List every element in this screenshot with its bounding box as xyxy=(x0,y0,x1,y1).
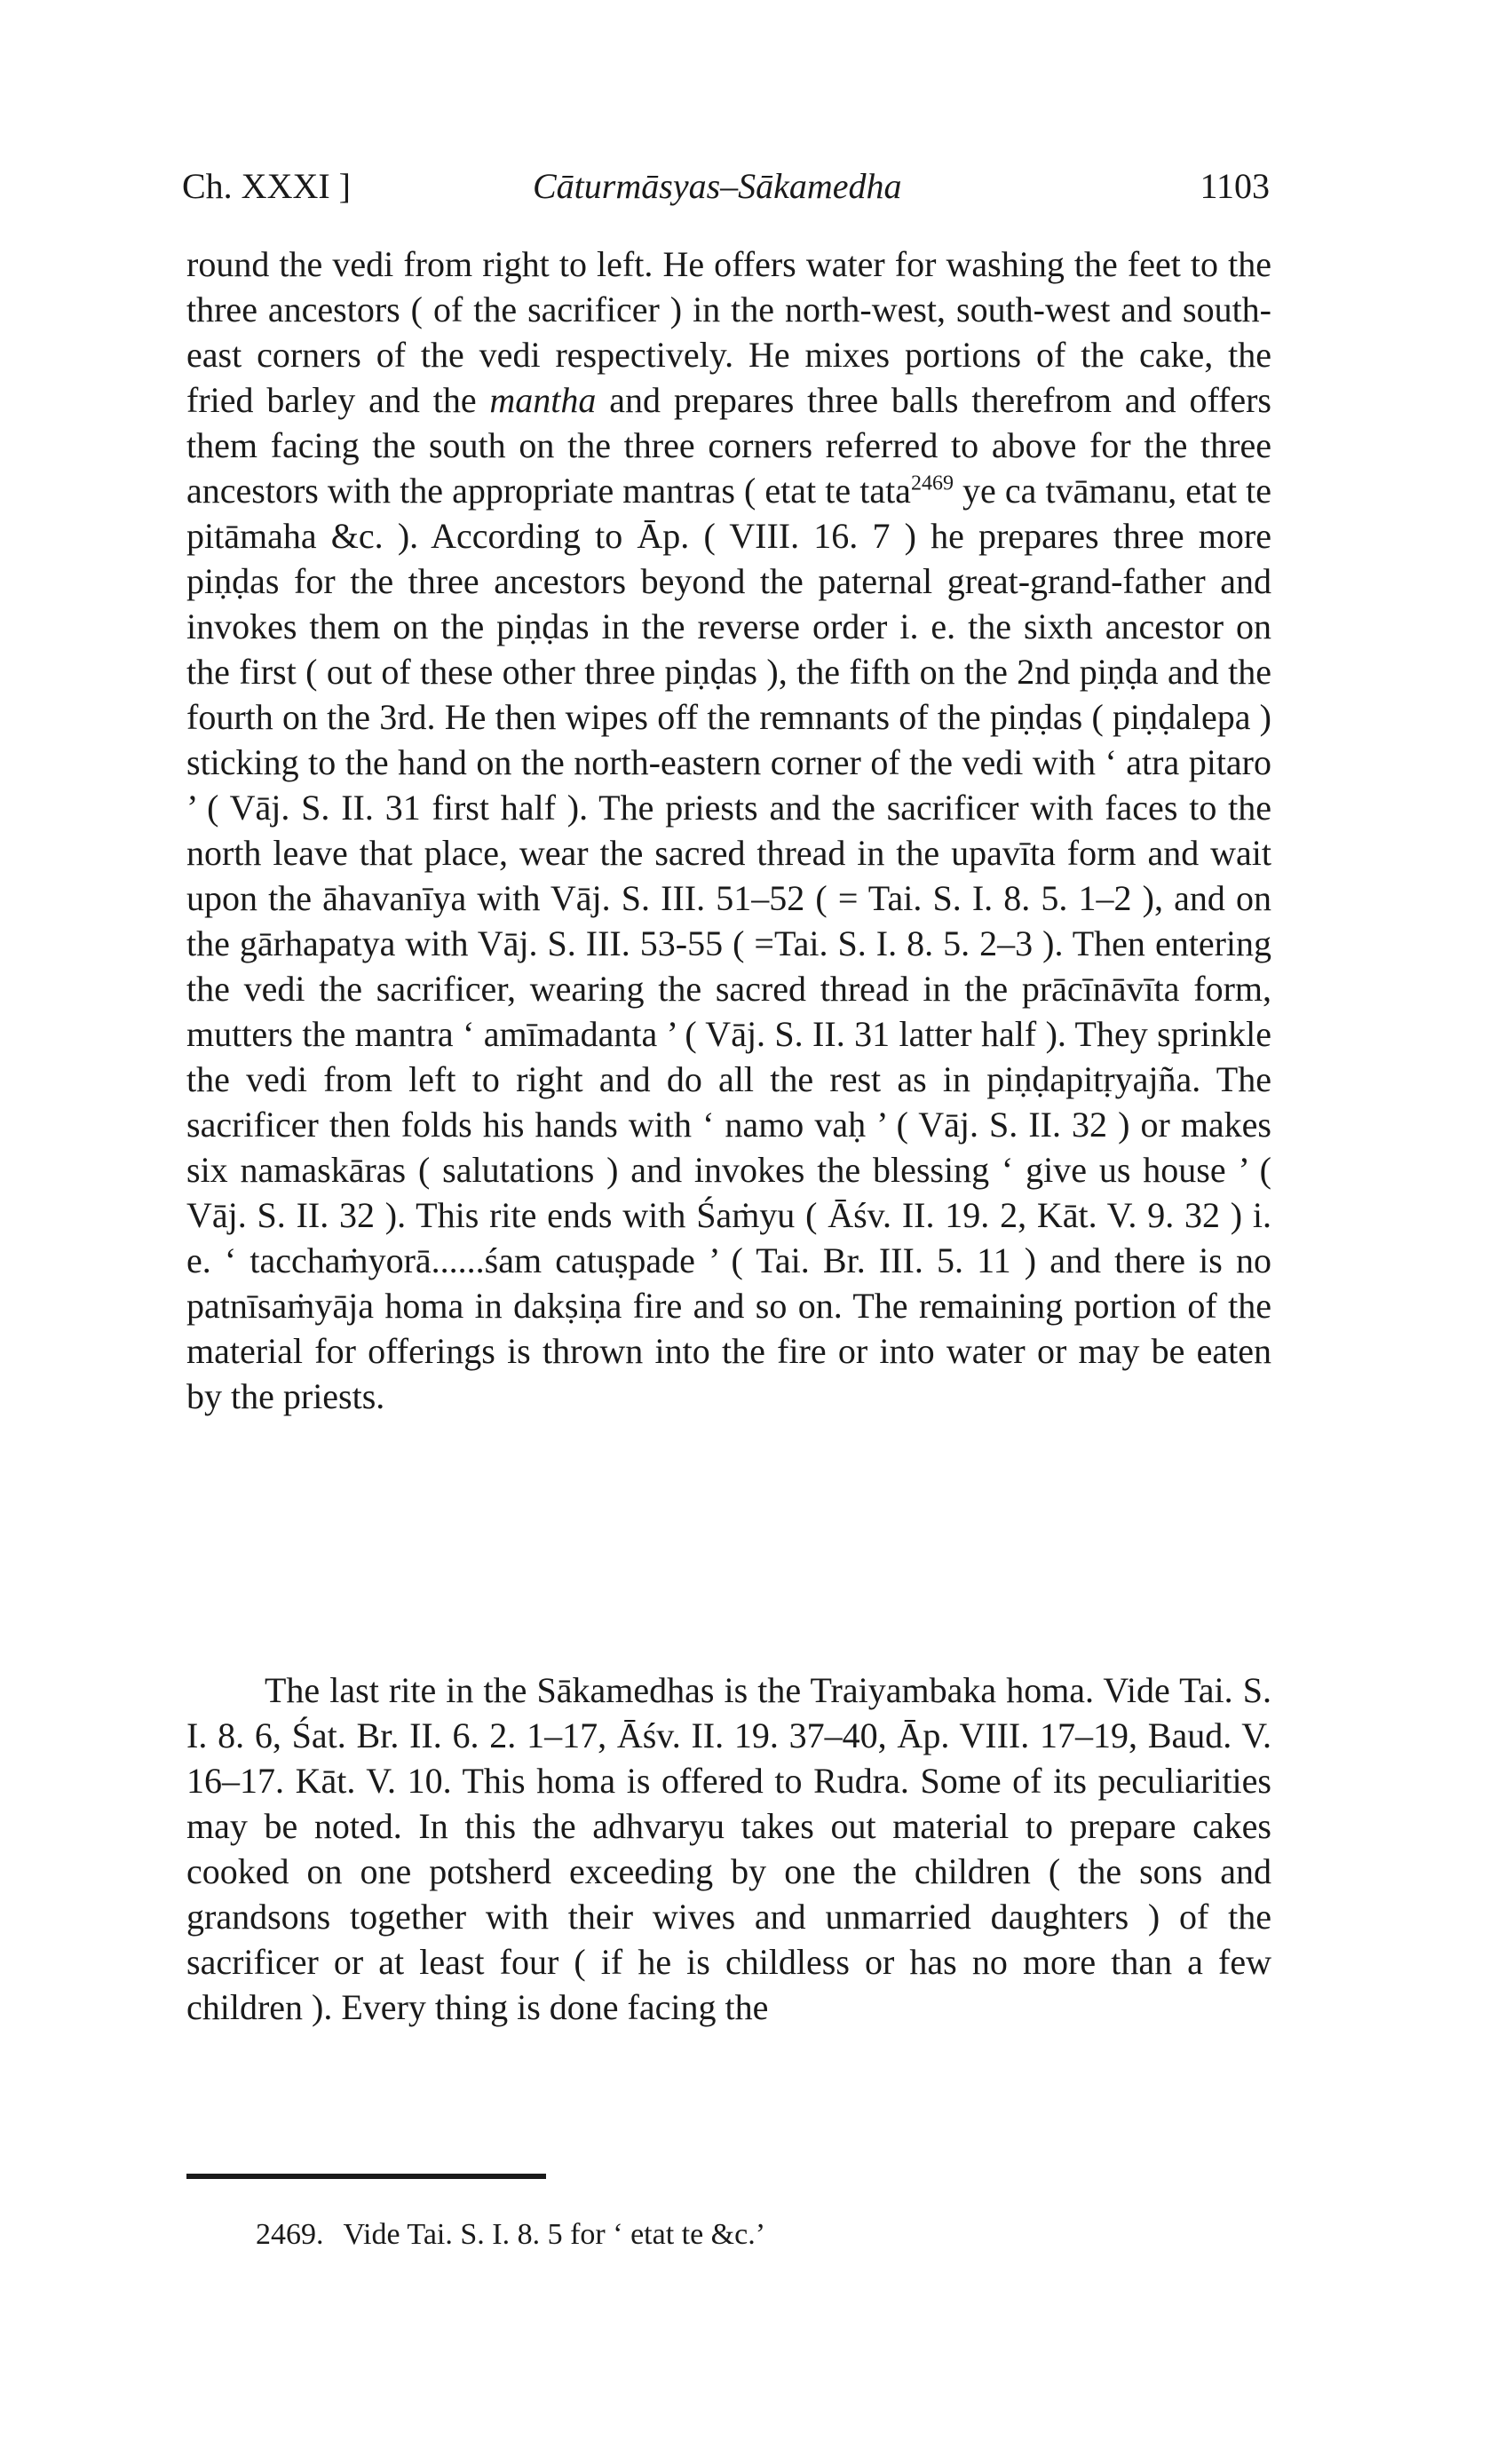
body-paragraph-2 xyxy=(186,1668,1271,2030)
footnote-text: Vide Tai. S. I. 8. 5 for ‘ etat te &c.’ xyxy=(343,2218,766,2251)
page-number: 1103 xyxy=(1200,166,1270,206)
chapter-label: Ch. XXXI ] xyxy=(182,166,351,206)
footnote-divider xyxy=(186,2174,546,2179)
paragraph-text: ye ca tvāmanu, etat te pitāmaha &c. ). According to Āp. ( VIII. 16. 7 ) he prepares three more piṇḍas for the three ancestors beyond the paternal great-grand-father and invokes them on the piṇḍas in the reverse order i. e. the sixth ancestor on the first ( out of these other three piṇḍas ), the fifth on the 2nd piṇḍa and the fourth on the 3rd. He then wipes off the remnants of the piṇḍas ( piṇḍalepa ) sticking to the hand on the north-eastern corner of the vedi with ‘ atra pitaro ’ ( Vāj. S. II. 31 first half ). The priests and the sacrificer with faces to the north leave that place, wear the sacred thread in the upavīta form and wait upon the āhavanīya with Vāj. S. III. 51–52 ( = Tai. S. I. 8. 5. 1–2 ), and on the gārhapatya with Vāj. S. III. 53-55 ( =Tai. S. I. 8. 5. 2–3 ). Then entering the vedi the sacrificer, wearing the sacred thread in the prācīnāvīta form, mutters the mantra ‘ amīmadanta ’ ( Vāj. S. II. 31 latter half ). They sprinkle the vedi from left to right and do all the rest as in piṇḍapitṛyajña. The sacrificer then folds his hands with ‘ namo vaḥ ’ ( Vāj. S. II. 32 ) or makes six namaskāras ( salutations ) and invokes the blessing ‘ give us house ’ ( Vāj. S. II. 32 ). This rite ends with Śaṁyu ( Āśv. II. 19. 2, Kāt. V. 9. 32 ) i. e. ‘ tacchaṁyorā......śam catuṣpade ’ ( Tai. Br. III. 5. 11 ) and there is no patnīsaṁyāja homa in dakṣiṇa fire and so on. The remaining portion of the material for offerings is thrown into the fire or into water or may be eaten by the priests. xyxy=(186,471,1271,1416)
footnote xyxy=(256,2214,1232,2256)
paragraph-text: and prepares three balls therefrom and offers them facing the south on the three corners referred to above for the three ancestors with the appropriate mantras ( etat te tata xyxy=(186,380,1271,511)
running-title: Cāturmāsyas–Sākamedha xyxy=(533,166,902,206)
running-header xyxy=(182,160,1270,213)
paragraph-text: The last rite in the Sākamedhas is the Traiyambaka homa. Vide Tai. S. I. 8. 6, Śat. Br. II. 6. 2. 1–17, Āśv. II. 19. 37–40, Āp. VIII. 17–19, Baud. V. 16–17. Kāt. V. 10. This homa is offered to Rudra. Some of its peculiarities may be noted. In this the adhvaryu takes out material to prepare cakes cooked on one potsherd exceeding by one the children ( the sons and grandsons together with their wives and unmarried daughters ) of the sacrificer or at least four ( if he is childless or has no more than a few children ). Every thing is done facing the xyxy=(186,1670,1271,2027)
italic-term: mantha xyxy=(489,380,597,420)
footnote-number: 2469. xyxy=(256,2218,324,2251)
footnote-reference: 2469 xyxy=(910,471,954,495)
body-paragraph-1 xyxy=(186,242,1271,1419)
paragraph-text: round the vedi from right to left. He offers water for washing the feet to the three ancestors ( of the sacrificer ) in the north-west, south-west and south-east corners of the vedi respectively. He mixes portions of the cake, the fried barley and the xyxy=(186,244,1271,420)
